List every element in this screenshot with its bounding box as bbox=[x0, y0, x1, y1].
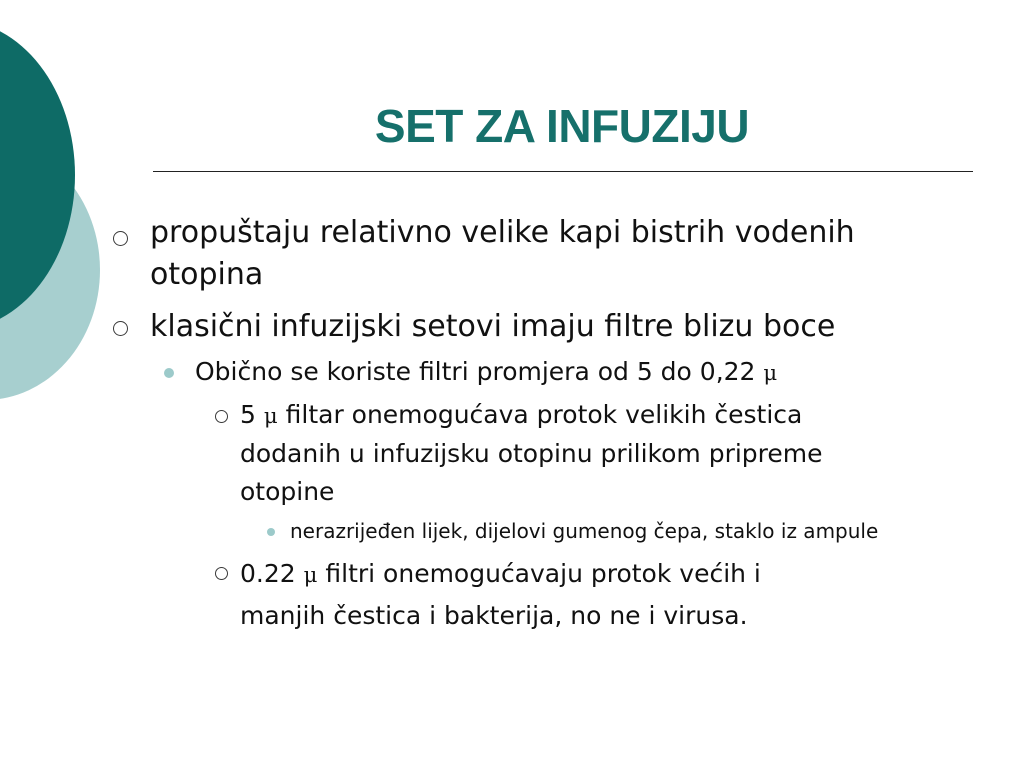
bullet-text: 5 μ filtar onemogućava protok velikih čestica bbox=[240, 400, 803, 429]
bullet-text: propuštaju relativno velike kapi bistrih vodenih bbox=[150, 215, 855, 250]
bullet-text: klasični infuzijski setovi imaju filtre blizu boce bbox=[150, 309, 836, 344]
bullet-text: manjih čestica i bakterija, no ne i virusa. bbox=[240, 601, 748, 630]
title-divider bbox=[153, 171, 973, 172]
ring-bullet-icon bbox=[113, 231, 128, 246]
bullet-text: 0.22 μ filtri onemogućavaju protok većih i bbox=[240, 559, 761, 588]
dot-bullet-icon bbox=[267, 528, 275, 536]
ring-bullet-icon bbox=[215, 567, 228, 580]
micron-unit: μ bbox=[763, 361, 778, 386]
dot-bullet-icon bbox=[164, 368, 174, 378]
bullet-text: otopine bbox=[240, 477, 335, 506]
micron-unit: μ bbox=[303, 563, 318, 588]
ring-bullet-icon bbox=[215, 410, 228, 423]
bullet-text: otopina bbox=[150, 257, 264, 292]
bullet-text: Obično se koriste filtri promjera od 5 do 0,22 μ bbox=[195, 357, 778, 386]
slide-title: SET ZA INFUZIJU bbox=[374, 100, 750, 152]
micron-unit: μ bbox=[263, 404, 278, 429]
ring-bullet-icon bbox=[113, 321, 128, 336]
bullet-text: nerazrijeđen lijek, dijelovi gumenog čepa, staklo iz ampule bbox=[290, 519, 879, 543]
bullet-text: dodanih u infuzijsku otopinu prilikom pripreme bbox=[240, 439, 823, 468]
